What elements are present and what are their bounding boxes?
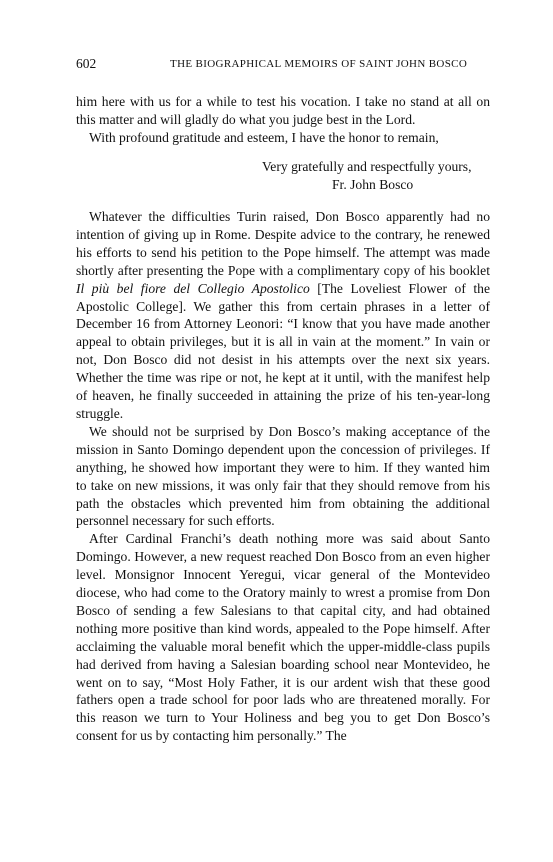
body-paragraph xyxy=(76,208,490,423)
letter-valediction: Very gratefully and respectfully yours, xyxy=(262,159,472,174)
body-paragraph: After Cardinal Franchi’s death nothing more was said about Santo Domingo. However, a new request reached Don Bosco from an even higher level. Monsignor Innocent Yeregui, vicar general of the Montevideo diocese, who had come to the Oratory mainly to wrest a promise from Don Bosco of sending a few Salesians to that capital city, and had obtained nothing more positive than kind words, appealed to the Pope himself. After acclaiming the valuable moral benefit which the upper-middle-class pupils had derived from having a Salesian boarding school near Montevideo, he went on to say, “Most Holy Father, it is our ardent wish that these good fathers open a trade school for poor lads who are threatened morally. For this reason we turn to Your Holiness and beg you to get Don Bosco’s consent for us by contacting him personally.” The xyxy=(76,531,490,744)
booklet-title: Il più bel fiore del Collegio Apostolico xyxy=(76,280,310,296)
body-text-run: [The Loveliest Flower of the Apostolic College]. We gather this from certain phrases in a letter of December 16 from Attorney Leonori: “I know that you have made another appeal to obtain privileges, but it is all in vain at the moment.” In vain or not, Don Bosco did not desist in his attempts over the next six years. Whether the time was ripe or not, he kept at it until, with the manifest help of heaven, he finally succeeded in attaining the prize of his ten-year-long struggle. xyxy=(76,280,490,421)
letter-paragraph: him here with us for a while to test his vocation. I take no stand at all on this matter and will gladly do what you judge best in the Lord. xyxy=(76,94,490,127)
letter-paragraph: With profound gratitude and esteem, I have the honor to remain, xyxy=(89,129,439,145)
page-header xyxy=(76,56,490,72)
body-text-run: Whatever the difficulties Turin raised, Don Bosco apparently had no intention of giving up in Rome. Despite advice to the contrary, he renewed his efforts to send his petition to the Pope himself. The attempt was made shortly after presenting the Pope with a complimentary copy of his booklet xyxy=(76,209,490,278)
letter-conclusion xyxy=(76,93,490,147)
running-title: THE BIOGRAPHICAL MEMOIRS OF SAINT JOHN BOSCO xyxy=(170,58,468,70)
letter-signature: Fr. John Bosco xyxy=(332,177,414,192)
body-paragraph: We should not be surprised by Don Bosco’s making acceptance of the mission in Santo Domingo dependent upon the concession of privileges. If anything, he showed how important they were to him. If they wanted him to take on new missions, it was only fair that they should remove from his path the obstacles which prevented him from obtaining the additional personnel necessary for such efforts. xyxy=(76,423,490,529)
page-number: 602 xyxy=(76,56,97,71)
main-text xyxy=(76,208,490,745)
